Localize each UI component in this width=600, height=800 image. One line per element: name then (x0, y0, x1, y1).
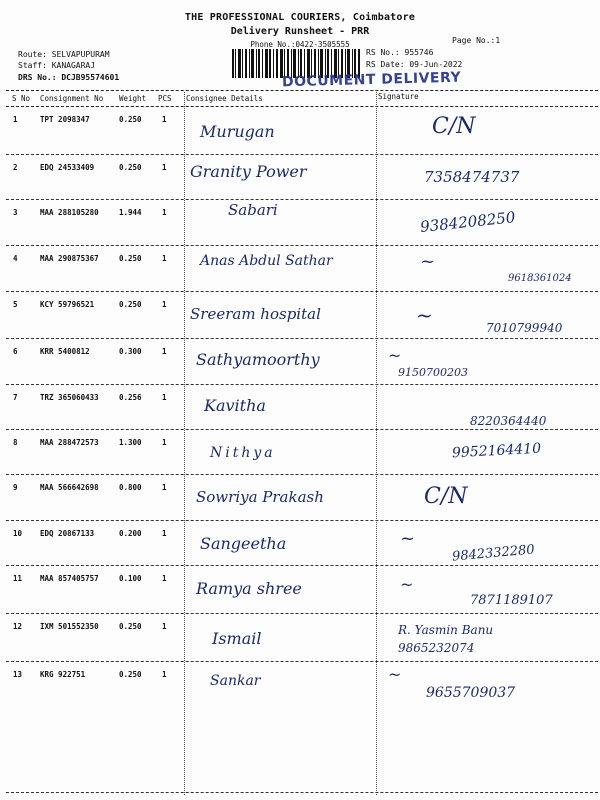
rs-number: RS No.: 955746 (366, 48, 434, 57)
table-row (0, 245, 600, 291)
phone-number: Phone No.:0422-3505555 (250, 40, 350, 49)
signature-scribble-icon: ~ (400, 575, 414, 594)
signature-handwriting: 8220364440 (470, 414, 547, 428)
row-weight: 0.250 (119, 254, 142, 263)
row-sno: 3 (13, 208, 18, 217)
row-consignment: TPT 2098347 (40, 115, 90, 124)
consignee-handwriting: Sabari (228, 201, 278, 219)
document-subtitle: Delivery Runsheet - PRR (230, 26, 370, 37)
consignee-handwriting: Sowriya Prakash (196, 488, 324, 506)
consignee-handwriting: Sankar (210, 673, 261, 689)
row-weight: 0.300 (119, 347, 142, 356)
row-pcs: 1 (162, 347, 167, 356)
row-pcs: 1 (162, 300, 167, 309)
table-row (0, 106, 600, 154)
signature-handwriting: 9150700203 (398, 366, 468, 379)
row-weight: 0.250 (119, 670, 142, 679)
col-consignment: Consignment No (40, 94, 104, 103)
table-row (0, 338, 600, 384)
row-weight: 0.200 (119, 529, 142, 538)
table-row (0, 613, 600, 660)
consignee-handwriting: Ramya shree (196, 579, 302, 598)
row-pcs: 1 (162, 163, 167, 172)
row-sno: 7 (13, 393, 18, 402)
signature-scribble-icon: ~ (388, 346, 402, 365)
col-signature: Signature (378, 92, 419, 101)
consignee-handwriting: Murugan (200, 122, 275, 141)
consignee-handwriting: Anas Abdul Sathar (200, 253, 333, 269)
signature-handwriting: 9842332280 (451, 542, 536, 565)
row-pcs: 1 (162, 115, 167, 124)
row-weight: 0.250 (119, 622, 142, 631)
row-sno: 11 (13, 574, 23, 583)
row-sno: 9 (13, 483, 18, 492)
row-weight: 1.300 (119, 438, 142, 447)
signature-scribble-icon: ~ (400, 528, 416, 549)
row-pcs: 1 (162, 254, 167, 263)
row-sno: 8 (13, 438, 18, 447)
signature-handwriting: 7871189107 (470, 593, 553, 608)
col-sno: S No (12, 94, 31, 103)
consignee-handwriting: Sathyamoorthy (196, 350, 320, 369)
row-pcs: 1 (162, 574, 167, 583)
document-title: THE PROFESSIONAL COURIERS, Coimbatore (184, 12, 416, 23)
signature-handwriting: R. Yasmin Banu 9865232074 (398, 623, 494, 655)
table-row (0, 474, 600, 520)
table-row (0, 565, 600, 610)
row-weight: 0.100 (119, 574, 142, 583)
col-consignee: Consignee Details (186, 94, 263, 103)
row-weight: 0.256 (119, 393, 142, 402)
row-pcs: 1 (162, 622, 167, 631)
row-sno: 13 (13, 670, 23, 679)
rs-date: RS Date: 09-Jun-2022 (366, 60, 463, 69)
row-pcs: 1 (162, 208, 167, 217)
row-sno: 4 (13, 254, 18, 263)
consignee-handwriting: Sreeram hospital (190, 305, 321, 323)
col-weight: Weight (119, 94, 147, 103)
signature-scribble-icon: ~ (416, 303, 433, 327)
consignee-handwriting: Nithya (210, 445, 276, 461)
consignee-handwriting: Granity Power (190, 162, 307, 181)
signature-handwriting: 9952164410 (451, 440, 542, 462)
row-pcs: 1 (162, 529, 167, 538)
signature-handwriting: C/N (432, 114, 476, 139)
row-pcs: 1 (162, 393, 167, 402)
page-number: Page No.:1 (452, 36, 501, 45)
row-weight: 0.250 (119, 300, 142, 309)
row-consignment: MAA 857405757 (40, 574, 99, 583)
signature-handwriting: 7358474737 (424, 168, 520, 186)
table-row (0, 520, 600, 565)
row-consignment: IXM 501552350 (40, 622, 99, 631)
row-consignment: KCY 59796521 (40, 300, 95, 309)
row-weight: 0.800 (119, 483, 142, 492)
row-pcs: 1 (162, 670, 167, 679)
row-consignment: EDQ 20867133 (40, 529, 95, 538)
row-pcs: 1 (162, 483, 167, 492)
consignee-handwriting: Kavitha (204, 396, 266, 415)
row-consignment: KRR 5400812 (40, 347, 90, 356)
row-pcs: 1 (162, 438, 167, 447)
document-delivery-stamp: DOCUMENT DELIVERY (281, 69, 462, 91)
row-sno: 1 (13, 115, 18, 124)
table-row (0, 661, 600, 721)
signature-handwriting: C/N (424, 484, 468, 509)
row-sno: 10 (13, 529, 23, 538)
signature-scribble-icon: ~ (388, 665, 402, 684)
bottom-rule (6, 792, 598, 793)
consignee-handwriting: Sangeetha (200, 534, 287, 553)
signature-handwriting: 9655709037 (426, 685, 516, 701)
header-rule-top (6, 90, 598, 91)
table-row (0, 429, 600, 474)
signature-handwriting: 7010799940 (486, 321, 563, 335)
row-consignment: TRZ 365060433 (40, 393, 99, 402)
table-row (0, 384, 600, 428)
row-consignment: MAA 566642698 (40, 483, 99, 492)
row-sno: 5 (13, 300, 18, 309)
row-sno: 2 (13, 163, 18, 172)
consignee-handwriting: Ismail (212, 629, 262, 648)
row-consignment: MAA 288105280 (40, 208, 99, 217)
row-consignment: MAA 290875367 (40, 254, 99, 263)
table-row (0, 154, 600, 202)
signature-handwriting: 9618361024 (508, 273, 572, 284)
drs-number: DRS No.: DCJB95574601 (18, 73, 120, 82)
signature-handwriting: 9384208250 (419, 208, 517, 236)
row-consignment: KRG 922751 (40, 670, 86, 679)
row-weight: 0.250 (119, 115, 142, 124)
row-weight: 0.250 (119, 163, 142, 172)
signature-scribble-icon: ~ (420, 251, 436, 272)
col-pcs: PCS (158, 94, 172, 103)
staff-label: Staff: KANAGARAJ (18, 61, 96, 70)
row-consignment: EDQ 24533409 (40, 163, 95, 172)
route-label: Route: SELVAPUPURAM (18, 50, 110, 59)
row-weight: 1.944 (119, 208, 142, 217)
row-sno: 12 (13, 622, 23, 631)
table-row (0, 199, 600, 245)
table-row (0, 291, 600, 337)
row-sno: 6 (13, 347, 18, 356)
row-consignment: MAA 288472573 (40, 438, 99, 447)
